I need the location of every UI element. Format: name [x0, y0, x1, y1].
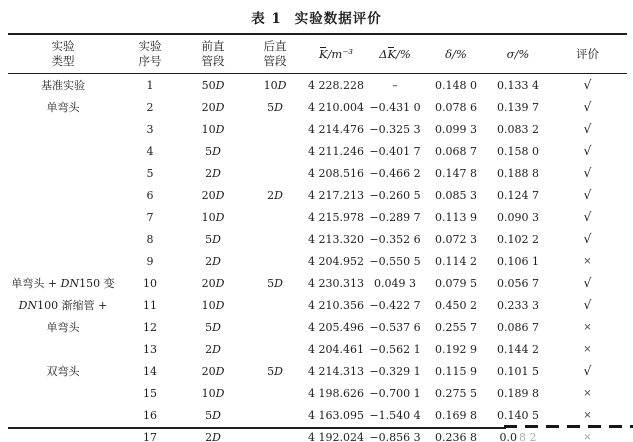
cell-no: 16	[143, 408, 157, 422]
cell-k: 4 205.496	[308, 320, 364, 334]
cell-front: 5D	[205, 232, 221, 246]
pass-check-icon: √	[583, 143, 592, 158]
cell-no: 1	[146, 78, 154, 92]
cell-front: 10D	[201, 210, 225, 224]
cell-delta: 0.169 8	[435, 408, 477, 422]
cell-front: 10D	[201, 298, 225, 312]
cell-k: 4 208.516	[308, 166, 364, 180]
cell-type	[8, 228, 118, 250]
cell-k: 4 204.461	[308, 342, 364, 356]
cell-type	[8, 118, 118, 140]
cell-delta: 0.113 9	[435, 210, 477, 224]
cell-back: 5D	[267, 276, 283, 290]
cell-sigma: 0.140 5	[497, 408, 539, 422]
table-row	[8, 162, 627, 184]
header-front: 前直 管段	[182, 34, 244, 74]
header-back: 后直 管段	[244, 34, 306, 74]
cell-eval	[548, 272, 627, 294]
cell-sigma: 0.124 7	[497, 188, 539, 202]
cell-k: 4 210.004	[308, 100, 364, 114]
cell-sigma: 0.090 3	[497, 210, 539, 224]
cell-dk: 0.049 3	[374, 276, 416, 290]
cell-back: 2D	[267, 188, 283, 202]
cell-dk: −0.422 7	[369, 298, 421, 312]
cell-no: 14	[143, 364, 157, 378]
cell-front: 2D	[205, 166, 221, 180]
cell-type	[8, 206, 118, 228]
cell-no: 6	[146, 188, 154, 202]
cell-k: 4 192.024	[308, 430, 364, 442]
fail-cross-icon: ×	[583, 344, 592, 355]
pass-check-icon: √	[583, 363, 592, 378]
cell-type: 双弯头	[46, 364, 80, 378]
cell-no: 5	[146, 166, 154, 180]
cell-sigma: 0.101 5	[497, 364, 539, 378]
cell-eval	[548, 426, 627, 442]
cell-type	[8, 184, 118, 206]
cell-delta: 0.275 5	[435, 386, 477, 400]
header-eval: 评价	[548, 34, 627, 74]
cell-type	[8, 338, 118, 360]
cell-dk: −0.537 6	[369, 320, 421, 334]
pass-check-icon: √	[583, 275, 592, 290]
cell-delta: 0.148 0	[435, 78, 477, 92]
cell-eval	[548, 360, 627, 382]
cell-eval	[548, 250, 627, 272]
table-row	[8, 272, 627, 294]
cell-no: 7	[146, 210, 154, 224]
cell-back	[244, 250, 306, 272]
cell-no: 17	[143, 430, 157, 442]
cell-k: 4 210.356	[308, 298, 364, 312]
cell-delta: 0.072 3	[435, 232, 477, 246]
cell-back: 5D	[267, 100, 283, 114]
cell-dk: −0.466 2	[369, 166, 421, 180]
cell-no: 2	[146, 100, 154, 114]
cell-sigma: 0.0 8 2	[499, 430, 537, 442]
fail-cross-icon: ×	[583, 322, 592, 333]
pass-check-icon: √	[583, 187, 592, 202]
cell-eval	[548, 184, 627, 206]
cell-delta: 0.115 9	[435, 364, 477, 378]
cell-k: 4 211.246	[308, 144, 364, 158]
table-row	[8, 250, 627, 272]
cell-dk: −0.431 0	[369, 100, 421, 114]
cell-delta: 0.192 9	[435, 342, 477, 356]
table-row	[8, 360, 627, 382]
cell-sigma: 0.106 1	[497, 254, 539, 268]
cell-front: 2D	[205, 254, 221, 268]
cell-front: 20D	[201, 188, 225, 202]
header-sigma: σ/%	[488, 34, 548, 74]
cell-sigma: 0.102 2	[497, 232, 539, 246]
cell-front: 20D	[201, 100, 225, 114]
table-row	[8, 404, 627, 426]
cell-type	[8, 250, 118, 272]
table-row	[8, 140, 627, 162]
cell-front: 50D	[201, 78, 225, 92]
cell-dk: −0.260 5	[369, 188, 421, 202]
cell-no: 12	[143, 320, 157, 334]
cell-front: 5D	[205, 408, 221, 422]
cell-dk: −0.329 1	[369, 364, 421, 378]
cell-no: 9	[146, 254, 154, 268]
cell-delta: 0.078 6	[435, 100, 477, 114]
cell-front: 10D	[201, 122, 225, 136]
cell-dk: −1.540 4	[369, 408, 421, 422]
cell-k: 4 230.313	[308, 276, 364, 290]
table-bottom-rule	[8, 427, 506, 429]
cell-sigma: 0.189 8	[497, 386, 539, 400]
table-title	[0, 7, 633, 27]
table-row	[8, 118, 627, 140]
fail-cross-icon: ×	[583, 410, 592, 421]
pass-check-icon: √	[583, 231, 592, 246]
cell-back: 10D	[263, 78, 287, 92]
cell-back	[244, 294, 306, 316]
cell-type: 单弯头 + DN150 变	[11, 276, 115, 290]
pass-check-icon: √	[583, 121, 592, 136]
cell-eval	[548, 74, 627, 97]
table-number: 表 1	[251, 11, 282, 27]
cell-no: 11	[143, 298, 157, 312]
table-row	[8, 96, 627, 118]
cell-eval	[548, 140, 627, 162]
cell-front: 2D	[205, 430, 221, 442]
cell-delta: 0.079 5	[435, 276, 477, 290]
cell-dk: −0.856 3	[369, 430, 421, 442]
table-body	[8, 74, 627, 442]
pass-check-icon: √	[583, 99, 592, 114]
cell-eval	[548, 118, 627, 140]
cell-k: 4 214.313	[308, 364, 364, 378]
cell-eval	[548, 96, 627, 118]
cell-type: 单弯头	[46, 100, 80, 114]
cell-dk: −0.562 1	[369, 342, 421, 356]
cell-back	[244, 404, 306, 426]
table-caption: 实验数据评价	[294, 11, 382, 27]
cell-back	[244, 162, 306, 184]
cell-dk: −0.401 7	[369, 144, 421, 158]
cell-dk: −0.700 1	[369, 386, 421, 400]
header-row	[8, 34, 627, 74]
table-row	[8, 338, 627, 360]
cell-sigma: 0.139 7	[497, 100, 539, 114]
cell-sigma: 0.083 2	[497, 122, 539, 136]
table-row	[8, 294, 627, 316]
table-row	[8, 74, 627, 97]
cell-sigma: 0.144 2	[497, 342, 539, 356]
cell-type: 基准实验	[41, 78, 85, 92]
cell-eval	[548, 316, 627, 338]
cell-no: 15	[143, 386, 157, 400]
cell-type: DN100 渐缩管 +	[18, 298, 108, 312]
cell-k: 4 215.978	[308, 210, 364, 224]
cell-sigma: 0.233 3	[497, 298, 539, 312]
cell-back	[244, 118, 306, 140]
cell-eval	[548, 228, 627, 250]
cell-front: 20D	[201, 276, 225, 290]
cell-front: 20D	[201, 364, 225, 378]
cell-front: 5D	[205, 144, 221, 158]
cell-no: 8	[146, 232, 154, 246]
cell-no: 10	[143, 276, 157, 290]
fail-cross-icon: ×	[583, 388, 592, 399]
cell-delta: 0.147 8	[435, 166, 477, 180]
cell-delta: 0.085 3	[435, 188, 477, 202]
cell-eval	[548, 294, 627, 316]
pass-check-icon: √	[583, 77, 592, 92]
pass-check-icon: √	[583, 209, 592, 224]
header-type: 实验 类型	[8, 34, 118, 74]
cell-sigma: 0.056 7	[497, 276, 539, 290]
cell-front: 2D	[205, 342, 221, 356]
cell-delta: 0.068 7	[435, 144, 477, 158]
header-delta: δ/%	[424, 34, 488, 74]
cell-k: 4 204.952	[308, 254, 364, 268]
cell-eval	[548, 338, 627, 360]
cell-sigma: 0.188 8	[497, 166, 539, 180]
cell-delta: 0.099 3	[435, 122, 477, 136]
cell-dk: −0.352 6	[369, 232, 421, 246]
header-dk: ΔK/%	[366, 34, 424, 74]
cell-front: 5D	[205, 320, 221, 334]
cell-eval	[548, 404, 627, 426]
cell-eval	[548, 206, 627, 228]
cell-delta: 0.114 2	[435, 254, 477, 268]
cell-type	[8, 382, 118, 404]
cell-k: 4 214.476	[308, 122, 364, 136]
selection-dash-artifact	[504, 425, 633, 428]
header-no: 实验 序号	[118, 34, 182, 74]
cell-k: 4 228.228	[308, 78, 364, 92]
cell-k: 4 198.626	[308, 386, 364, 400]
table-row	[8, 316, 627, 338]
cell-no: 4	[146, 144, 154, 158]
pass-check-icon: √	[583, 297, 592, 312]
data-table	[8, 33, 627, 442]
cell-sigma: 0.158 0	[497, 144, 539, 158]
cell-k: 4 213.320	[308, 232, 364, 246]
fail-cross-icon: ×	[583, 256, 592, 267]
cell-back	[244, 382, 306, 404]
cell-no: 13	[143, 342, 157, 356]
table-header	[8, 34, 627, 74]
table-row	[8, 184, 627, 206]
cell-front: 10D	[201, 386, 225, 400]
pass-check-icon: √	[583, 165, 592, 180]
cell-delta: 0.236 8	[435, 430, 477, 442]
fail-cross-icon: ×	[583, 432, 592, 442]
table-row	[8, 206, 627, 228]
cell-eval	[548, 162, 627, 184]
cell-type	[8, 140, 118, 162]
cell-delta: 0.450 2	[435, 298, 477, 312]
cell-eval	[548, 382, 627, 404]
cell-back	[244, 316, 306, 338]
cell-type	[8, 404, 118, 426]
cell-back	[244, 228, 306, 250]
cell-back: 5D	[267, 364, 283, 378]
cell-type: 单弯头	[46, 320, 80, 334]
cell-delta: 0.255 7	[435, 320, 477, 334]
cell-dk: −0.550 5	[369, 254, 421, 268]
header-k: K/m⁻³	[306, 34, 366, 74]
cell-back	[244, 206, 306, 228]
cell-dk: −0.289 7	[369, 210, 421, 224]
cell-dk: –	[392, 78, 398, 92]
cell-type	[8, 162, 118, 184]
cell-k: 4 163.095	[308, 408, 364, 422]
cell-k: 4 217.213	[308, 188, 364, 202]
cell-dk: −0.325 3	[369, 122, 421, 136]
table-row	[8, 228, 627, 250]
table-row	[8, 382, 627, 404]
cell-back	[244, 140, 306, 162]
cell-sigma: 0.086 7	[497, 320, 539, 334]
cell-sigma: 0.133 4	[497, 78, 539, 92]
cell-no: 3	[146, 122, 154, 136]
cell-back	[244, 338, 306, 360]
